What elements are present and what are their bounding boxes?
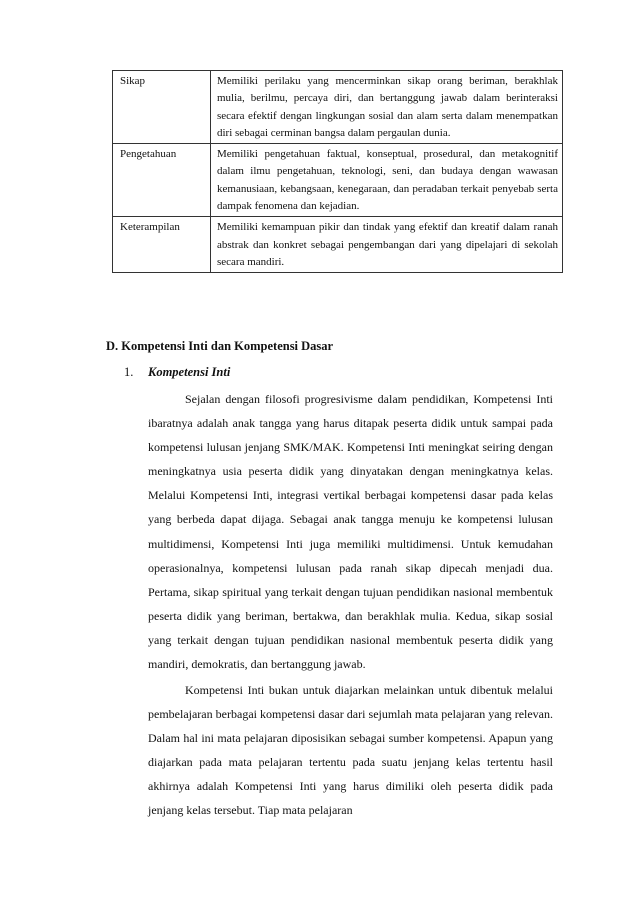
- table-cell-value: Memiliki kemampuan pikir dan tindak yang efektif dan kreatif dalam ranah abstrak dan konkret sebagai pengembangan dari yang dipelajari di sekolah secara mandiri.: [211, 217, 563, 273]
- competency-table: [112, 70, 563, 273]
- body-paragraph: Kompetensi Inti bukan untuk diajarkan melainkan untuk dibentuk melalui pembelajaran berbagai kompetensi dasar dari sejumlah mata pelajaran yang relevan. Dalam hal ini mata pelajaran diposisikan sebagai sumber kompetensi. Apapun yang diajarkan pada mata pelajaran tertentu pada suatu jenjang kelas tertentu hasil akhirnya adalah Kompetensi Inti yang harus dimiliki oleh peserta didik pada jenjang kelas tersebut. Tiap mata pelajaran: [148, 683, 553, 818]
- subsection-title: Kompetensi Inti: [148, 365, 231, 379]
- section-heading: D. Kompetensi Inti dan Kompetensi Dasar: [106, 339, 334, 353]
- table-cell-value: Memiliki perilaku yang mencerminkan sikap orang beriman, berakhlak mulia, berilmu, percaya diri, dan bertanggung jawab dalam berinteraksi secara efektif dengan lingkungan sosial dan alam serta dalam menempatkan diri sebagai cerminan bangsa dalam pergaulan dunia.: [211, 71, 563, 144]
- table-row: [113, 144, 563, 217]
- table-cell-key: Pengetahuan: [113, 144, 211, 217]
- table-cell-key: Keterampilan: [113, 217, 211, 273]
- table-row: [113, 71, 563, 144]
- body-paragraph: Sejalan dengan filosofi progresivisme dalam pendidikan, Kompetensi Inti ibaratnya adalah anak tangga yang harus ditapak peserta didik untuk sampai pada kompetensi lulusan jenjang SMK/MAK. Kompetensi Inti meningkat seiring dengan meningkatnya usia peserta didik yang dinyatakan dengan meningkatnya kelas. Melalui Kompetensi Inti, integrasi vertikal berbagai kompetensi dasar pada kelas yang berbeda dapat dijaga. Sebagai anak tangga menuju ke kompetensi lulusan multidimensi, Kompetensi Inti juga memiliki multidimensi. Untuk kemudahan operasionalnya, kompetensi lulusan pada ranah sikap dipecah menjadi dua. Pertama, sikap spiritual yang terkait dengan tujuan pendidikan nasional membentuk peserta didik yang beriman, bertakwa, dan berakhlak mulia. Kedua, sikap sosial yang terkait dengan tujuan pendidikan nasional membentuk peserta didik yang mandiri, demokratis, dan bertanggung jawab.: [148, 392, 553, 672]
- table-row: [113, 217, 563, 273]
- table-cell-value: Memiliki pengetahuan faktual, konseptual, prosedural, dan metakognitif dalam ilmu pengetahuan, teknologi, seni, dan budaya dengan wawasan kemanusiaan, kebangsaan, kenegaraan, dan peradaban terkait penyebab serta dampak fenomena dan kejadian.: [211, 144, 563, 217]
- table-cell-key: Sikap: [113, 71, 211, 144]
- subsection-number: 1.: [124, 365, 134, 379]
- subsection-heading: [124, 365, 230, 380]
